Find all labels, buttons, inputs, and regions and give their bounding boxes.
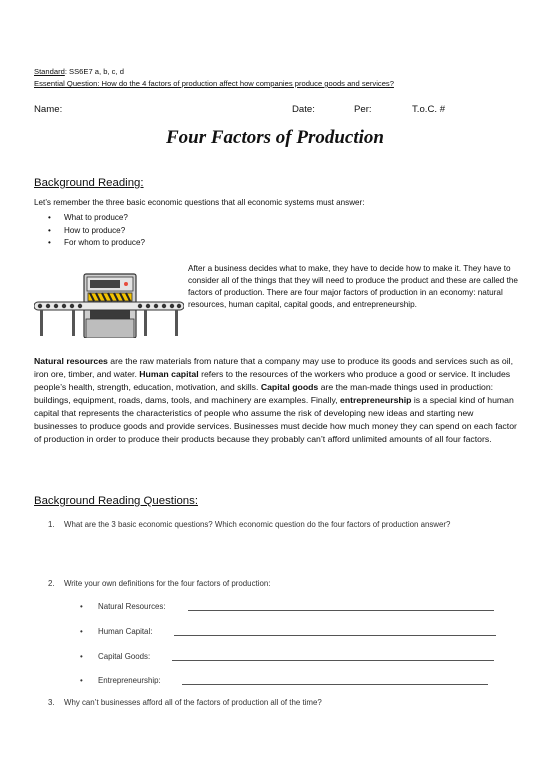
name-label: Name:	[34, 104, 63, 115]
standard-line	[34, 67, 124, 77]
entrepreneurship-text: is a special kind of human capital that represents the characteristics of people who assume the risk of developing new ideas and starting new businesses to produce goods and provide services. Businesses must decide how much money they can spend on each factor of production in order to produce their products because they probably can’t afford unlimited amounts of all four factors.	[34, 395, 517, 444]
definition-label: Entrepreneurship:	[98, 676, 161, 685]
term-entrepreneurship: entrepreneurship	[339, 395, 412, 405]
questions-heading: Background Reading Questions:	[34, 495, 199, 507]
natural-resources-text: are the raw materials from nature that a company may use to produce its goods and services such as oil, iron ore, timber, and water.	[34, 356, 514, 379]
question-2	[0, 578, 550, 590]
term-natural-resources: Natural resources	[34, 356, 108, 366]
essential-question-line	[34, 79, 394, 89]
background-reading-heading: Background Reading:	[34, 177, 144, 189]
human-capital-text: refers to the resources of the workers who produce a good or service. It includes people’s health, strength, education, motivation, and skills.	[34, 369, 511, 392]
capital-goods-text: are the man-made things used in production: buildings, equipment, roads, dams, tools, and machinery are examples. Finally,	[34, 382, 494, 405]
answer-line[interactable]	[182, 684, 488, 685]
essential-question-text: How do the 4 factors of production affect how companies produce goods and services?	[99, 79, 394, 88]
question-3	[0, 697, 550, 709]
list-item: • How to produce?	[48, 225, 145, 238]
worksheet-page: Standard: SS6E7 a, b, c, d Essential Question: How do the 4 factors of production affect how companies produce goods and services? Name: Date: Per: T.o.C. # Four Factors of Production Background Reading: Let’s remember the three basic economic questions that all economic systems must answer: • What to produce? • How to produce? • For whom to produce? After a business decides what to make, they have to decide how to make it. They have to consider all of the things that they will need to produce the product and these are called the factors of production. There are four major factors of production in an economy: natural resources, human capital, capital goods, and entrepreneurship. Natural resources are the raw materials from nature that a company may use to produce its goods and services such as oil, iron ore, timber, and water. Human capital refers to the resources of the workers who produce a good or service. It includes people’s health, strength, education, motivation, and skills. Capital goods are the man-made things used in production: buildings, equipment, roads, dams, tools, and machinery are examples. Finally, entrepreneurship is a special kind of human capital that represents the characteristics of people who assume the risk of developing new ideas and starting new businesses to produce goods and provide services. Businesses must decide how much money they can spend on each factor of production in order to produce their products because they probably can’t afford unlimited amounts of all four factors. Background Reading Questions: 1. What are the 3 basic economic questions? Which economic question do the four factors of production answer? 2. Write your own definitions for the four factors of production: • Natural Resources: • Human Capital: • Capital Goods: • Entrepreneurship: 3. Why can’t businesses afford all of the factors of production all of the time?	[0, 0, 550, 777]
conveyor-belt-machine-icon	[34, 272, 184, 338]
list-item: • What to produce?	[48, 212, 145, 225]
period-label: Per:	[354, 104, 372, 115]
page-title: Four Factors of Production	[165, 127, 384, 148]
question-number: 3.	[48, 698, 55, 707]
question-text: Why can’t businesses afford all of the factors of production all of the time?	[64, 698, 322, 707]
question-text: What are the 3 basic economic questions? Which economic question do the four factors of production answer?	[64, 520, 451, 529]
definition-label: Natural Resources:	[98, 602, 166, 611]
answer-line[interactable]	[172, 660, 494, 661]
standard-value: : SS6E7 a, b, c, d	[64, 67, 124, 76]
reading-lead: Let’s remember the three basic economic questions that all economic systems must answer:	[34, 198, 365, 207]
answer-line[interactable]	[174, 635, 496, 636]
standard-label: Standard	[34, 67, 65, 76]
question-text: Write your own definitions for the four factors of production:	[64, 579, 271, 588]
question-number: 1.	[48, 520, 55, 529]
toc-label: T.o.C. #	[412, 104, 446, 115]
list-item: • For whom to produce?	[48, 237, 145, 250]
answer-line[interactable]	[188, 610, 494, 611]
term-capital-goods: Capital goods	[260, 382, 319, 392]
definition-label: Capital Goods:	[98, 652, 151, 661]
factors-paragraph	[34, 355, 518, 446]
question-number: 2.	[48, 579, 55, 588]
intro-paragraph: After a business decides what to make, they have to decide how to make it. They have to consider all of the things that they will need to produce the product and these are called the factors of production. There are four major factors of production in an economy: natural resources, human capital, capital goods, and entrepreneurship.	[188, 264, 518, 309]
term-human-capital: Human capital	[139, 369, 199, 379]
question-1	[0, 519, 550, 549]
date-label: Date:	[292, 104, 315, 115]
economic-questions-list	[48, 212, 145, 250]
definition-label: Human Capital:	[98, 627, 153, 636]
essential-question-label: Essential Question:	[34, 79, 100, 88]
